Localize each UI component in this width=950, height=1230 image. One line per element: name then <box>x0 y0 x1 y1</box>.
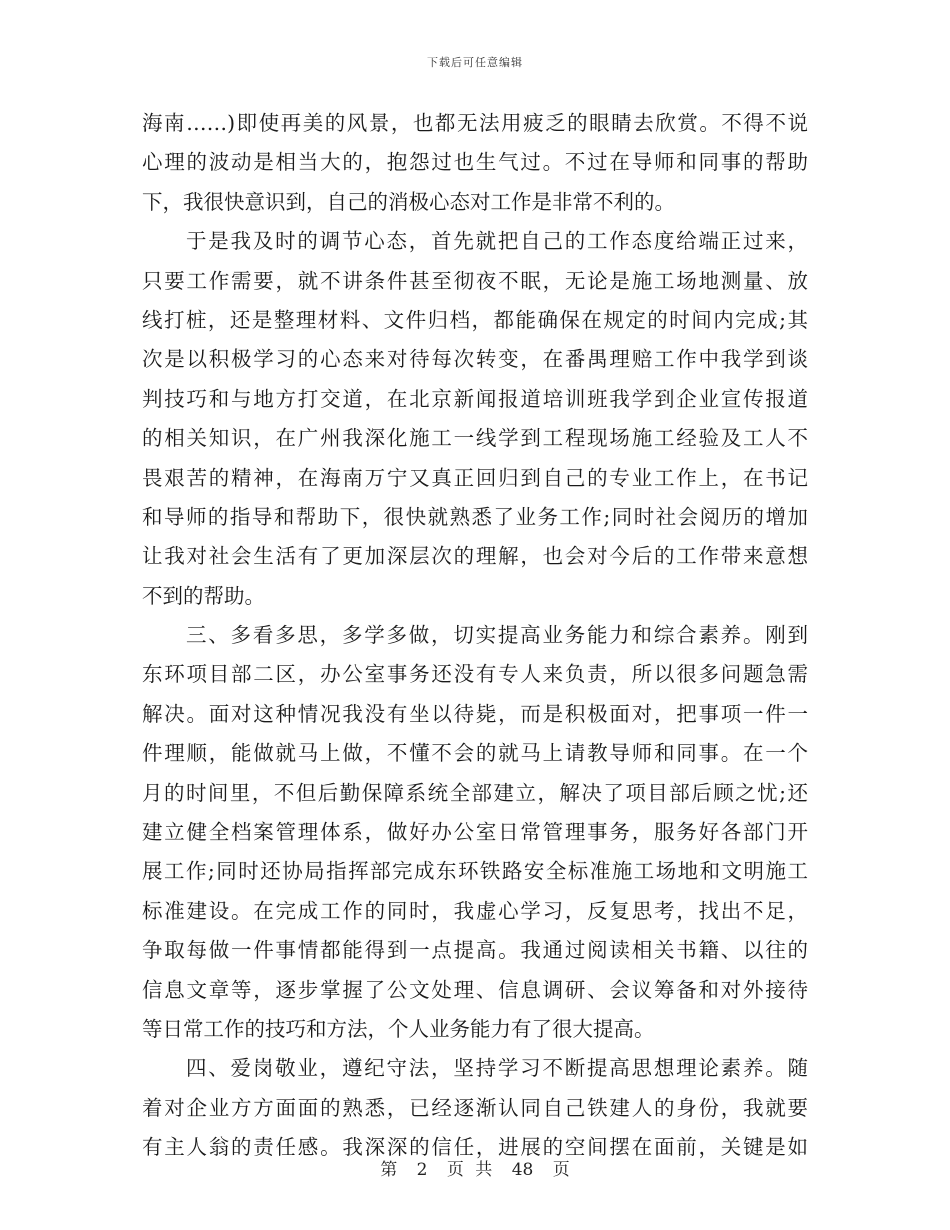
footer-suffix: 页 <box>552 1160 570 1180</box>
text-line: 不到的帮助。 <box>142 583 265 608</box>
text-line: 信息文章等，逐步掌握了公文处理、信息调研、会议筹备和对外接待 <box>142 977 808 1002</box>
text-line: 心理的波动是相当大的，抱怨过也生气过。不过在导师和同事的帮助 <box>142 150 808 175</box>
text-line: 东环项目部二区，办公室事务还没有专人来负责，所以很多问题急需 <box>142 662 808 687</box>
text-line: 争取每做一件事情都能得到一点提高。我通过阅读相关书籍、以往的 <box>142 938 808 963</box>
paragraph-start-line: 于是我及时的调节心态，首先就把自己的工作态度给端正过来， <box>186 229 808 254</box>
paragraph-start-line: 三、多看多思，多学多做，切实提高业务能力和综合素养。刚到 <box>186 623 808 648</box>
text-line: 解决。面对这种情况我没有坐以待毙，而是积极面对，把事项一件一 <box>142 701 808 726</box>
text-line: 和导师的指导和帮助下，很快就熟悉了业务工作;同时社会阅历的增加 <box>142 504 808 529</box>
text-line: 标准建设。在完成工作的同时，我虚心学习，反复思考，找出不足， <box>142 898 808 923</box>
text-line: 的相关知识，在广州我深化施工一线学到工程现场施工经验及工人不 <box>142 426 808 451</box>
footer-prefix: 第 <box>380 1160 398 1180</box>
page-footer <box>0 1155 950 1180</box>
text-line: 海南……)即使再美的风景，也都无法用疲乏的眼睛去欣赏。不得不说 <box>142 111 808 135</box>
text-line: 线打桩，还是整理材料、文件归档，都能确保在规定的时间内完成;其 <box>142 307 808 332</box>
paragraph-start-line: 四、爱岗敬业，遵纪守法，坚持学习不断提高思想理论素养。随 <box>186 1056 808 1081</box>
text-line: 判技巧和与地方打交道，在北京新闻报道培训班我学到企业宣传报道 <box>142 386 808 411</box>
text-line: 展工作;同时还协局指挥部完成东环铁路安全标准施工场地和文明施工 <box>142 859 808 884</box>
page-header-note: 下载后可任意编辑 <box>427 56 523 69</box>
text-line: 件理顺，能做就马上做，不懂不会的就马上请教导师和同事。在一个 <box>142 741 808 766</box>
footer-middle: 页 共 <box>446 1160 493 1180</box>
text-line: 等日常工作的技巧和方法，个人业务能力有了很大提高。 <box>142 1016 655 1041</box>
text-line: 畏艰苦的精神，在海南万宁又真正回归到自己的专业工作上，在书记 <box>142 465 808 490</box>
text-line: 月的时间里，不但后勤保障系统全部建立，解决了项目部后顾之忧;还 <box>142 780 808 805</box>
text-line: 建立健全档案管理体系，做好办公室日常管理事务，服务好各部门开 <box>142 820 808 845</box>
text-line: 让我对社会生活有了更加深层次的理解，也会对今后的工作带来意想 <box>142 544 808 569</box>
footer-page-number: 2 <box>416 1160 428 1180</box>
text-line: 只要工作需要，就不讲条件甚至彻夜不眠，无论是施工场地测量、放 <box>142 268 808 293</box>
text-line: 有主人翁的责任感。我深深的信任，进展的空间摆在面前，关键是如 <box>142 1135 808 1160</box>
text-line: 次是以积极学习的心态来对待每次转变，在番禺理赔工作中我学到谈 <box>142 347 808 372</box>
footer-total-pages: 48 <box>511 1160 534 1180</box>
text-line: 着对企业方方面面的熟悉，已经逐渐认同自己铁建人的身份，我就要 <box>142 1095 808 1120</box>
text-line: 下，我很快意识到，自己的消极心态对工作是非常不利的。 <box>142 189 675 214</box>
document-body <box>142 104 808 1168</box>
